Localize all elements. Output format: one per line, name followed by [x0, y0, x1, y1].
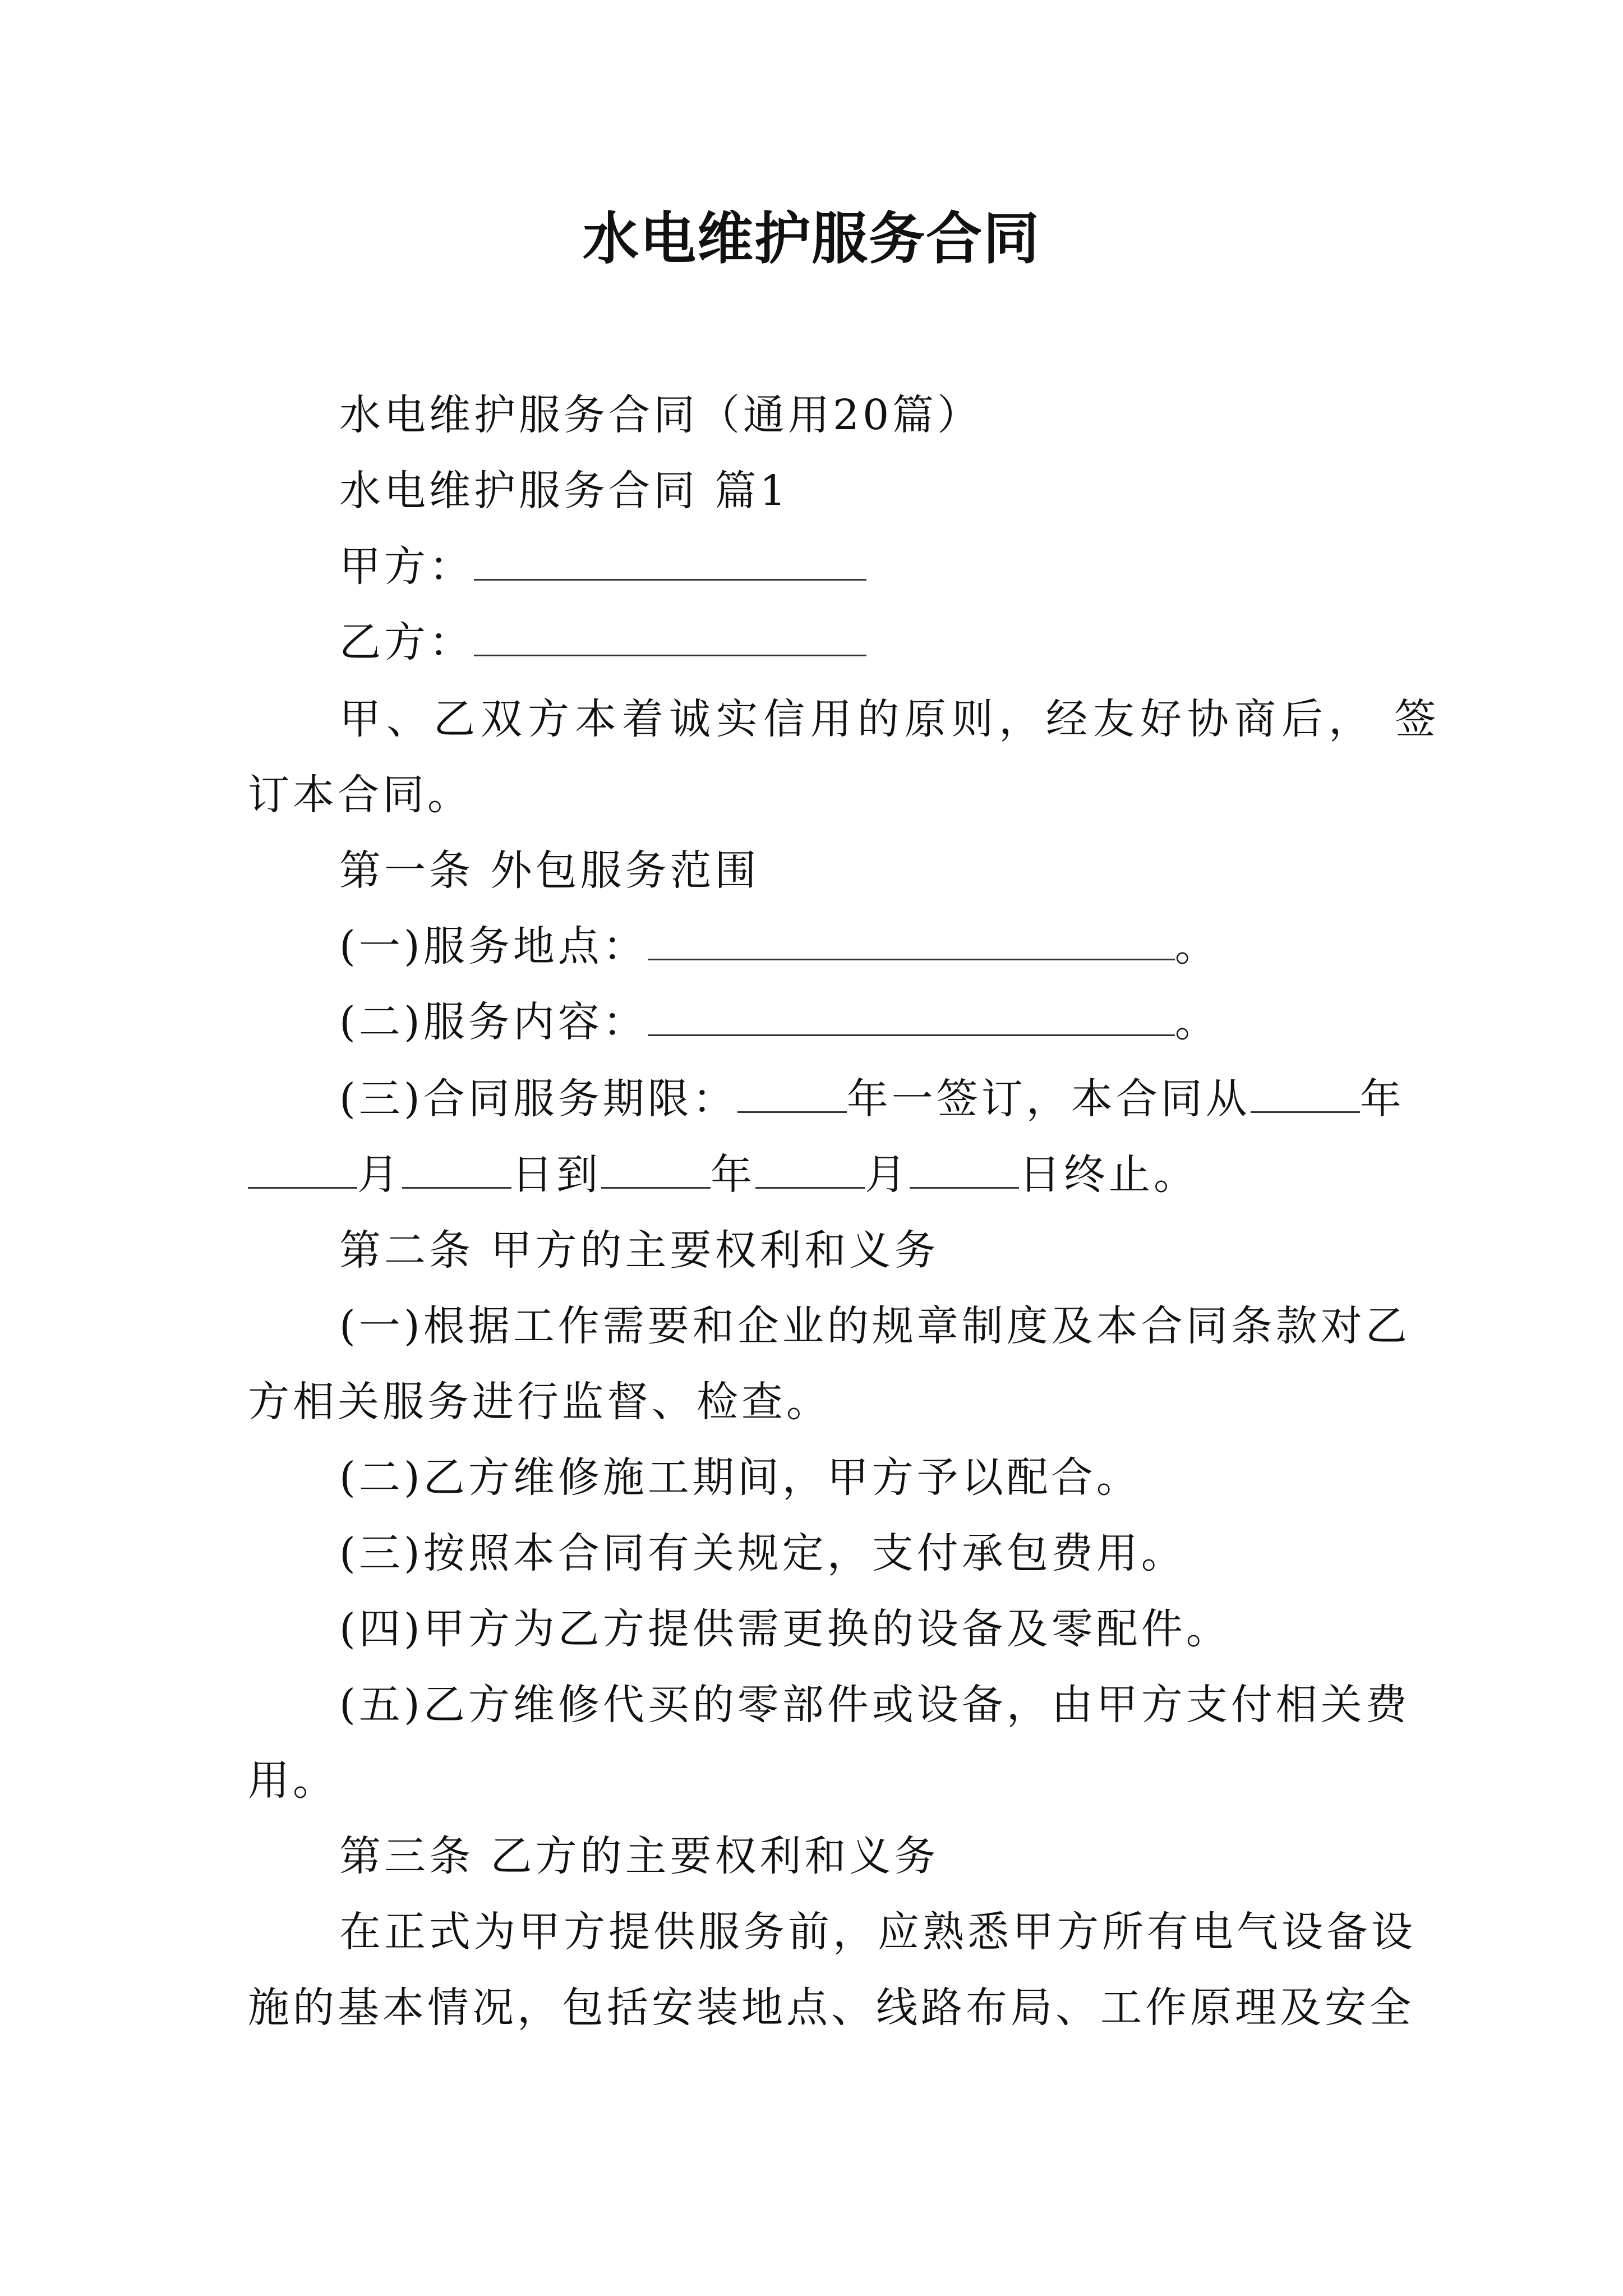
- article-1-item-3-line-1: [339, 1071, 1405, 1127]
- service-content-label: (二)服务内容：: [339, 998, 648, 1046]
- document-title: 水电维护服务合同: [583, 205, 1040, 272]
- start-day-blank: [402, 1148, 511, 1189]
- start-year-unit: 年: [1359, 1075, 1405, 1123]
- start-month-blank: [248, 1148, 357, 1189]
- start-month-unit: 月: [357, 1151, 402, 1199]
- service-location-label: (一)服务地点：: [339, 922, 648, 970]
- term-text: 年一签订，本合同从: [846, 1075, 1251, 1123]
- article-2-item-1-line-2: 方相关服务进行监督、检查。: [248, 1378, 831, 1426]
- article-2-item-3: (三)按照本合同有关规定，支付承包费用。: [339, 1529, 1186, 1577]
- end-year-unit: 年: [711, 1151, 755, 1199]
- end-day-blank: [910, 1148, 1019, 1189]
- document-subtitle: 水电维护服务合同（通用20篇）: [339, 391, 983, 439]
- start-day-unit: 日到: [511, 1151, 601, 1199]
- article-1-item-2: [339, 994, 1220, 1050]
- end-day-unit: 日终止。: [1019, 1151, 1198, 1199]
- article-2-title: 第二条 甲方的主要权利和义务: [339, 1226, 939, 1274]
- article-3-paragraph-line-1: 在正式为甲方提供服务前，应熟悉甲方所有电气设备设: [339, 1908, 1416, 1956]
- intro-line-1: 甲、乙双方本着诚实信用的原则，经友好协商后， 签: [339, 695, 1442, 743]
- article-1-item-1: [339, 918, 1220, 974]
- start-year-blank: [1251, 1072, 1360, 1113]
- intro-line-2: 订本合同。: [248, 771, 472, 819]
- party-a-blank: [474, 540, 866, 581]
- service-content-blank: [648, 995, 1175, 1036]
- end-month-blank: [755, 1148, 865, 1189]
- article-1-title: 第一条 外包服务范围: [339, 846, 760, 895]
- party-a-label: 甲方：: [339, 542, 474, 591]
- article-3-paragraph-line-2: 施的基本情况，包括安装地点、线路布局、工作原理及安全: [248, 1984, 1414, 2032]
- term-years-blank: [737, 1072, 847, 1113]
- article-2-item-1-line-1: (一)根据工作需要和企业的规章制度及本合同条款对乙: [339, 1302, 1410, 1350]
- article-2-item-2: (二)乙方维修施工期间，甲方予以配合。: [339, 1453, 1141, 1502]
- section-heading: 水电维护服务合同 篇1: [339, 467, 790, 515]
- article-1-item-3-line-2: [248, 1147, 1198, 1203]
- article-2-item-5-line-2: 用。: [248, 1756, 338, 1805]
- article-2-item-5-line-1: (五)乙方维修代买的零部件或设备，由甲方支付相关费: [339, 1681, 1410, 1729]
- end-month-unit: 月: [865, 1151, 910, 1199]
- service-content-end: 。: [1174, 998, 1220, 1046]
- article-2-item-4: (四)甲方为乙方提供需更换的设备及零配件。: [339, 1605, 1231, 1653]
- term-label: (三)合同服务期限：: [339, 1075, 737, 1123]
- party-b-label: 乙方：: [339, 618, 474, 666]
- end-year-blank: [601, 1148, 711, 1189]
- service-location-blank: [648, 919, 1175, 960]
- party-b-blank: [474, 615, 866, 656]
- service-location-end: 。: [1174, 922, 1220, 970]
- party-a-line: [339, 539, 866, 595]
- party-b-line: [339, 614, 866, 670]
- article-3-title: 第三条 乙方的主要权利和义务: [339, 1832, 939, 1880]
